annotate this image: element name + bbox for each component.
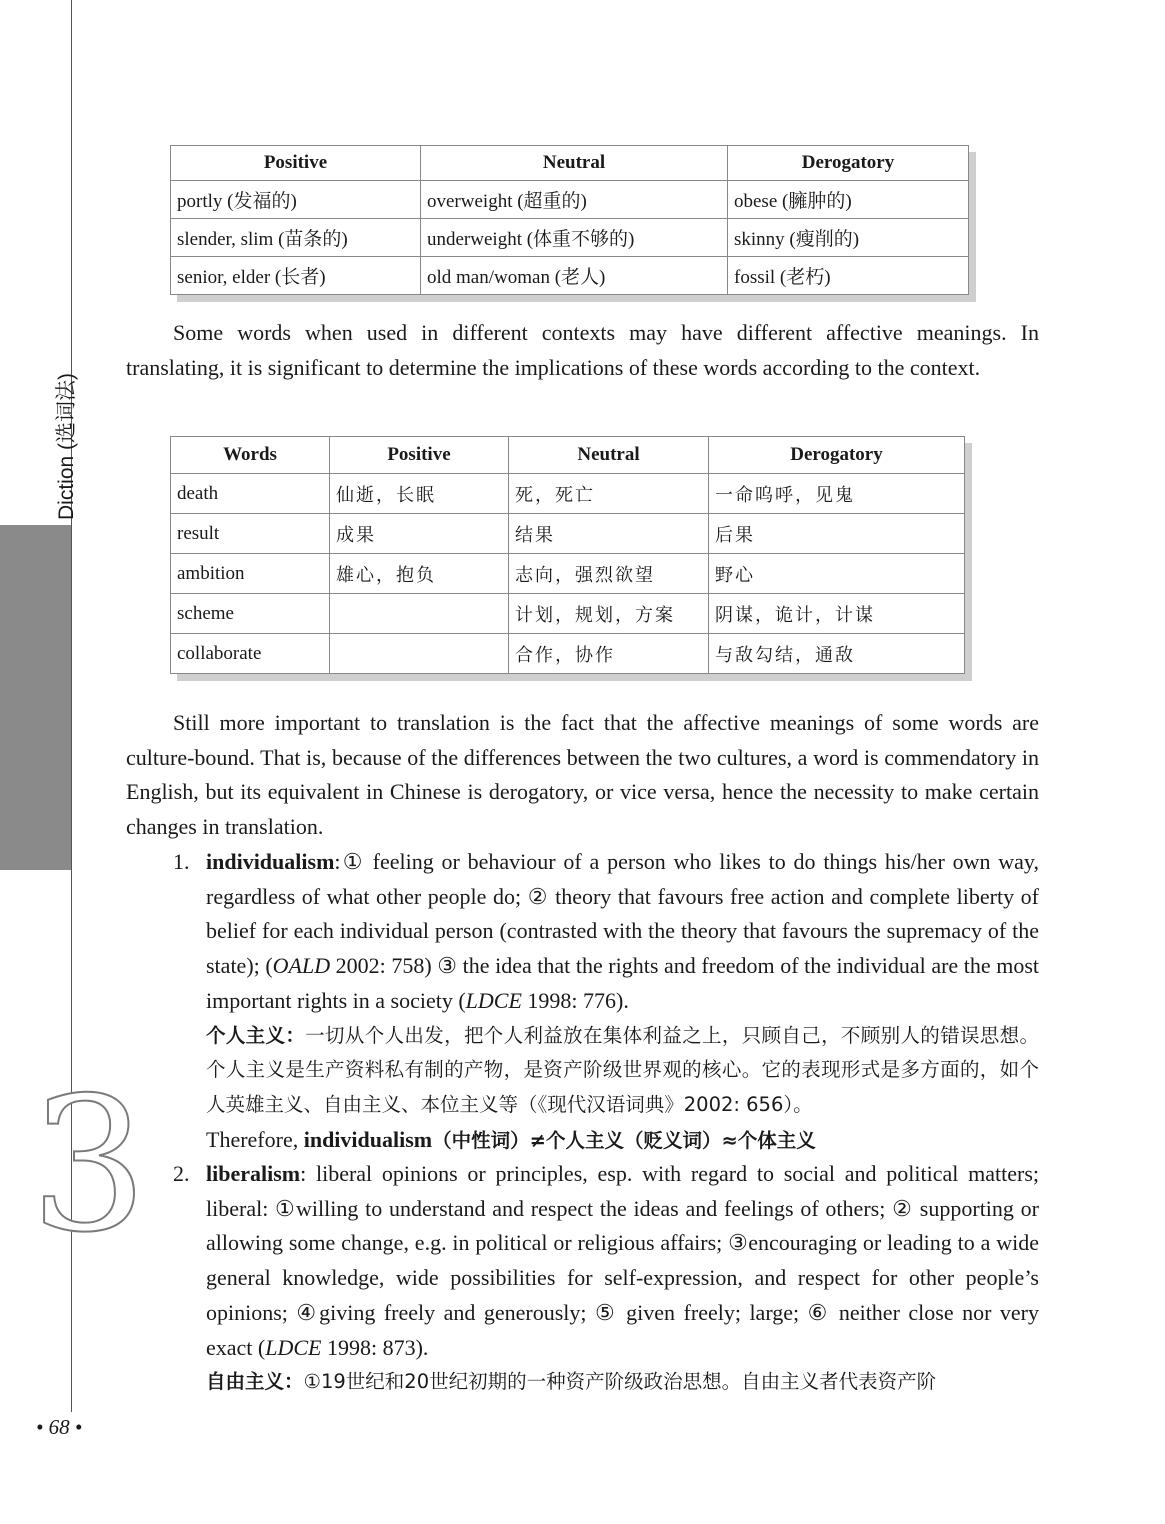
header-derogatory: Derogatory xyxy=(728,146,969,181)
conclusion-line xyxy=(206,1123,1039,1159)
table-row xyxy=(171,634,965,674)
list-number: 2. xyxy=(173,1161,190,1186)
definition: :① feeling or behaviour of a person who likes to do things his/her own way, regardless of what other people do; ② theory that favours free action and complete liberty of belief for each individual person (contrasted with the theory that favours the supremacy of the state); ( xyxy=(206,849,1039,979)
table-cell: ambition xyxy=(171,554,330,594)
paragraph-culture-bound: Still more important to translation is the fact that the affective meanings of some words are culture-bound. That is, because of the differences between the two cultures, a word is commendatory in English, but its equivalent in Chinese is derogatory, or vice versa, hence the necessity to make certain changes in translation. xyxy=(126,710,1039,839)
table-header-row xyxy=(171,437,965,474)
list-item-individualism xyxy=(173,845,1039,1158)
table-cell: result xyxy=(171,514,330,554)
table-cell: skinny (瘦削的) xyxy=(728,219,969,257)
table-row xyxy=(171,474,965,514)
chinese-term: 个人主义： xyxy=(206,1023,306,1047)
table-cell xyxy=(330,594,509,634)
table-cell: 野心 xyxy=(709,554,965,594)
table-row xyxy=(171,514,965,554)
term: liberalism xyxy=(206,1161,301,1186)
table-cell: 一命呜呼，见鬼 xyxy=(709,474,965,514)
table-cell: 成果 xyxy=(330,514,509,554)
source-ldce: LDCE xyxy=(465,987,522,1013)
source-oald: OALD xyxy=(272,953,331,979)
affective-words-table xyxy=(170,145,969,295)
table-cell: senior, elder (长者) xyxy=(171,257,421,295)
header-words: Words xyxy=(171,437,330,474)
therefore-label: Therefore, xyxy=(206,1126,304,1152)
table-cell: 结果 xyxy=(509,514,709,554)
table-cell: overweight (超重的) xyxy=(421,181,728,219)
chapter-title: Diction (选词法) xyxy=(55,372,78,520)
table-cell: 雄心，抱负 xyxy=(330,554,509,594)
chinese-definition xyxy=(206,1019,1039,1123)
table-header-row xyxy=(171,146,969,181)
chapter-tab xyxy=(0,525,148,1385)
table-cell: underweight (体重不够的) xyxy=(421,219,728,257)
paragraph-contexts: Some words when used in different contexts may have different affective meanings. In translating, it is significant to determine the implications of these words according to the context. xyxy=(126,320,1039,380)
table-row xyxy=(171,257,969,295)
table-cell: scheme xyxy=(171,594,330,634)
table-cell: 合作，协作 xyxy=(509,634,709,674)
table-cell: 计划，规划，方案 xyxy=(509,594,709,634)
table-cell xyxy=(330,634,509,674)
chinese-definition xyxy=(206,1365,1039,1400)
list-number: 1. xyxy=(173,849,190,874)
header-derogatory: Derogatory xyxy=(709,437,965,474)
table-cell: 阴谋，诡计，计谋 xyxy=(709,594,965,634)
header-neutral: Neutral xyxy=(509,437,709,474)
table-cell: 志向，强烈欲望 xyxy=(509,554,709,594)
table-cell: 死，死亡 xyxy=(509,474,709,514)
context-words-table xyxy=(170,436,965,674)
table-cell: fossil (老朽) xyxy=(728,257,969,295)
definition: 1998: 873). xyxy=(321,1334,429,1360)
source-ldce: LDCE xyxy=(265,1334,322,1360)
definition: : liberal opinions or principles, esp. with regard to social and political matters; liberal: ①willing to understand and respect the ideas and feelings of others; ② supporting or allowing some change, e.g. in political or religious affairs; ③encouraging or leading to a wide general knowledge, wide possibilities for self-expression, and respect for other people’s opinions; ④giving freely and generously; ⑤ given freely; large; ⑥ neither close nor very exact ( xyxy=(206,1161,1039,1360)
table-cell: portly (发福的) xyxy=(171,181,421,219)
table-row xyxy=(171,554,965,594)
table-row xyxy=(171,181,969,219)
chapter-label: CHAPTER xyxy=(36,1231,53,1385)
table-cell: 仙逝，长眠 xyxy=(330,474,509,514)
term: individualism xyxy=(303,1126,433,1152)
table-cell: obese (臃肿的) xyxy=(728,181,969,219)
table-cell: old man/woman (老人) xyxy=(421,257,728,295)
table-cell: death xyxy=(171,474,330,514)
page-number: • 68 • xyxy=(36,1415,83,1439)
header-positive: Positive xyxy=(171,146,421,181)
header-neutral: Neutral xyxy=(421,146,728,181)
table-row xyxy=(171,594,965,634)
definition: 1998: 776). xyxy=(521,987,629,1013)
chapter-number: 3 xyxy=(30,1057,148,1273)
comparison: （中性词）≠个人主义（贬义词）≈个体主义 xyxy=(432,1128,816,1152)
table-cell: 后果 xyxy=(709,514,965,554)
chinese-text: 一切从个人出发，把个人利益放在集体利益之上，只顾自己，不顾别人的错误思想。个人主义是生产资料私有制的产物，是资产阶级世界观的核心。它的表现形式是多方面的，如个人英雄主义、自由主义、本位主义等（《现代汉语词典》2002: 656）。 xyxy=(206,1023,1039,1116)
chinese-term: 自由主义： xyxy=(206,1370,304,1394)
definition: 2002: 758) ③ the idea that the rights and freedom of the individual are the most important rights in a society ( xyxy=(206,953,1039,1013)
term: individualism xyxy=(206,849,335,874)
table-row xyxy=(171,219,969,257)
list-item-liberalism xyxy=(173,1157,1039,1400)
chinese-text: ①19世纪和20世纪初期的一种资产阶级政治思想。自由主义者代表资产阶 xyxy=(303,1370,937,1394)
table-cell: 与敌勾结，通敌 xyxy=(709,634,965,674)
header-positive: Positive xyxy=(330,437,509,474)
table-cell: collaborate xyxy=(171,634,330,674)
table-cell: slender, slim (苗条的) xyxy=(171,219,421,257)
